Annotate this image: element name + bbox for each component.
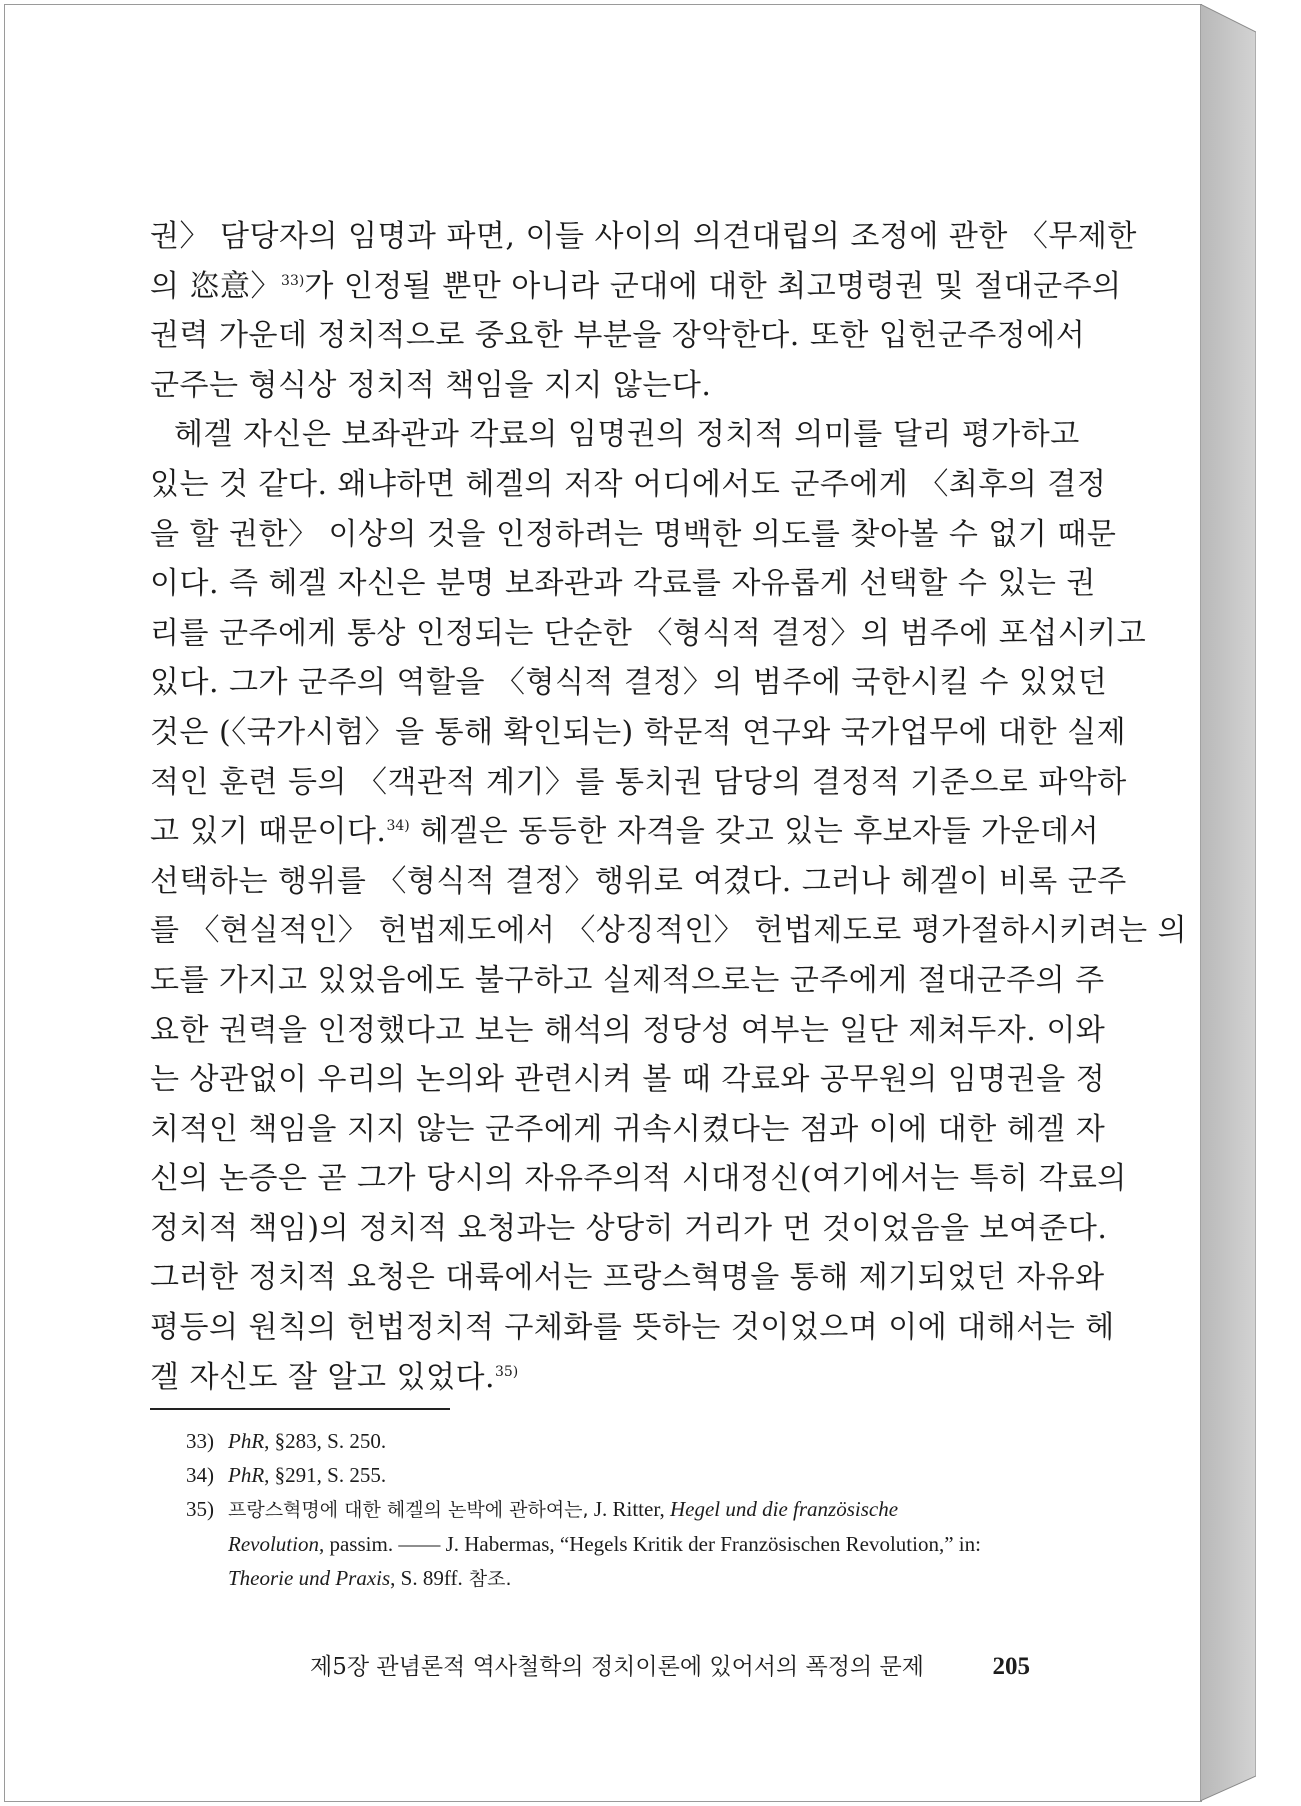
text-line (150, 807, 1100, 857)
text-line: 을 할 권한〉 이상의 것을 인정하려는 명백한 의도를 찾아볼 수 없기 때문 (150, 516, 1117, 552)
text-line: 는 상관없이 우리의 논의와 관련시켜 볼 때 각료와 공무원의 임명권을 정 (150, 1062, 1106, 1098)
footnote-text (228, 1424, 1050, 1458)
text-line: 그러한 정치적 요청은 대륙에서는 프랑스혁명을 통해 제기되었던 자유와 (150, 1260, 1105, 1296)
text-line: 군주는 형식상 정치적 책임을 지지 않는다. (150, 367, 712, 403)
text-line: 있다. 그가 군주의 역할을 〈형식적 결정〉의 범주에 국한시킬 수 있었던 (150, 665, 1108, 701)
citation: , §291, S. 255. (264, 1463, 387, 1487)
citation: , S. 89ff. (390, 1566, 463, 1590)
footnote-ref: 35) (494, 1363, 519, 1380)
footnotes (186, 1424, 1050, 1596)
text-line: 치적인 책임을 지지 않는 군주에게 귀속시켰다는 점과 이에 대한 헤겔 자 (150, 1111, 1106, 1147)
text-line: 선택하는 행위를 〈형식적 결정〉행위로 여겼다. 그러나 헤겔이 비록 군주 (150, 863, 1127, 899)
footnote-text (228, 1492, 1050, 1527)
footnote-ref: 34) (386, 818, 410, 835)
text-line: 요한 권력을 인정했다고 보는 해석의 정당성 여부는 일단 제쳐두자. 이와 (150, 1012, 1106, 1048)
footnote-number: 34) (186, 1463, 214, 1487)
work-title: Revolution (228, 1532, 319, 1556)
footnote-number: 33) (186, 1429, 214, 1453)
text-fragment: 고 있기 때문이다. (150, 814, 387, 850)
text-line: 평등의 원칙의 헌법정치적 구체화를 뜻하는 것이었으며 이에 대해서는 헤 (150, 1310, 1115, 1346)
footnote-34 (186, 1458, 1050, 1492)
text-fragment: 의 恣意〉 (150, 268, 282, 304)
citation: , §283, S. 250. (264, 1429, 387, 1453)
footnote-number: 35) (186, 1497, 214, 1521)
footnote-ref: 33) (281, 272, 305, 289)
body-text (150, 212, 1188, 1402)
footnote-35 (186, 1492, 1050, 1527)
page-footer (310, 1648, 1030, 1681)
work-abbr: PhR (228, 1429, 265, 1453)
text-line: 권력 가운데 정치적으로 중요한 부분을 장악한다. 또한 입헌군주정에서 (150, 318, 1086, 354)
running-head: 제5장 관념론적 역사철학의 정치이론에 있어서의 폭정의 문제 (310, 1654, 924, 1680)
footnote-33 (186, 1424, 1050, 1458)
text-line: 있는 것 같다. 왜냐하면 헤겔의 저작 어디에서도 군주에게 〈최후의 결정 (150, 466, 1107, 502)
text-line: 를 〈현실적인〉 헌법제도에서 〈상징적인〉 헌법제도로 평가절하시키려는 의 (150, 913, 1188, 949)
text-line (150, 1353, 1050, 1403)
text-line (150, 262, 1122, 312)
paragraph-2 (150, 410, 1188, 1402)
work-abbr: PhR (228, 1463, 265, 1487)
text-line: 신의 논증은 곧 그가 당시의 자유주의적 시대정신(여기에서는 특히 각료의 (150, 1161, 1127, 1197)
text-line: 것은 (〈국가시험〉을 통해 확인되는) 학문적 연구와 국가업무에 대한 실제 (150, 714, 1127, 750)
text-line: 권〉 담당자의 임명과 파면, 이들 사이의 의견대립의 조정에 관한 〈무제한 (150, 219, 1137, 254)
footnote-35-continued (186, 1527, 1050, 1561)
citation: , passim. —— J. Habermas, “Hegels Kritik der Französischen Revolution,” in: (318, 1532, 981, 1556)
text-line: 도를 가지고 있었음에도 불구하고 실제적으로는 군주에게 절대군주의 주 (150, 962, 1105, 998)
text-line: 리를 군주에게 통상 인정되는 단순한 〈형식적 결정〉의 범주에 포섭시키고 (150, 615, 1147, 651)
text-line: 정치적 책임)의 정치적 요청과는 상당히 거리가 먼 것이었음을 보여준다. (150, 1210, 1108, 1246)
footnote-korean-text: 프랑스혁명에 대한 헤겔의 논박에 관하여는, (228, 1499, 589, 1521)
work-title: Hegel und die französische (669, 1497, 899, 1521)
footnote-text (228, 1458, 1050, 1492)
footnote-35-continued (186, 1561, 1050, 1596)
page-number: 205 (992, 1653, 1030, 1680)
text-line: 적인 훈련 등의 〈객관적 계기〉를 통치권 담당의 결정적 기준으로 파악하 (150, 764, 1127, 800)
text-fragment: 헤겔은 동등한 자격을 갖고 있는 후보자들 가운데서 (419, 814, 1100, 850)
citation: J. Ritter, (588, 1497, 670, 1521)
footnote-separator (150, 1408, 450, 1410)
footnote-korean-text: 참조. (462, 1568, 512, 1590)
text-line: 이다. 즉 헤겔 자신은 분명 보좌관과 각료를 자유롭게 선택할 수 있는 권 (150, 566, 1096, 602)
text-fragment: 겔 자신도 잘 알고 있었다. (150, 1359, 495, 1395)
page-edge-shadow (1200, 4, 1256, 1801)
paragraph-1 (150, 212, 1137, 410)
work-title: Theorie und Praxis (228, 1566, 391, 1590)
text-line: 헤겔 자신은 보좌관과 각료의 임명권의 정치적 의미를 달리 평가하고 (174, 417, 1080, 453)
text-fragment: 가 인정될 뿐만 아니라 군대에 대한 최고명령권 및 절대군주의 (304, 268, 1122, 304)
